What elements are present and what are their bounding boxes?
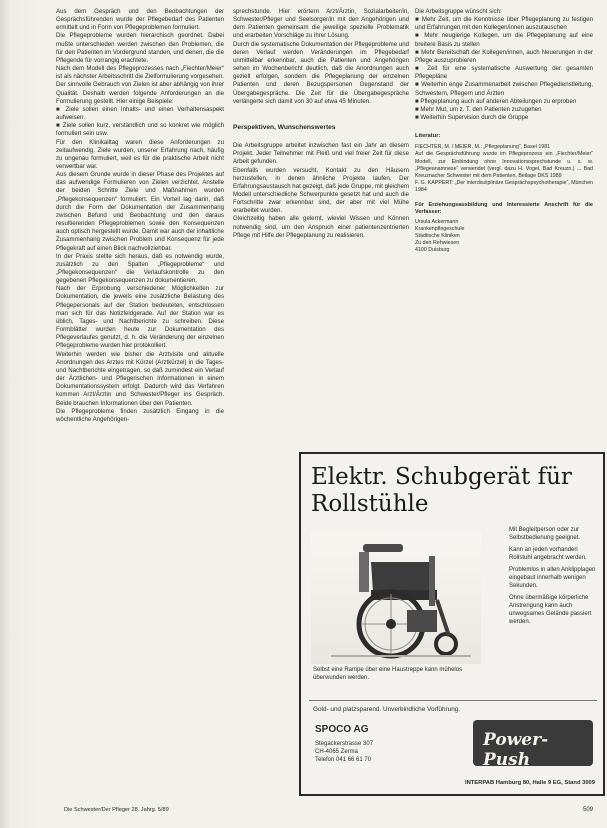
address-line: 4100 Duisburg bbox=[415, 246, 450, 253]
wishlist-item: ■ Mehr Bereitschaft der Kollegen/innen, auch Neuerungen in der Pflege auszuprobieren bbox=[415, 48, 593, 64]
literature-item: F. G. KAPPERT: „Der interdisziplinäre Gesprächspsychotherapie“, München 1984 bbox=[415, 179, 593, 193]
ad-features bbox=[509, 526, 599, 630]
paragraph: In der Praxis stellte sich heraus, daß es notwendig wurde, zusätzlich zu den Spalten „Pflegeprobleme“ und „Pflegekonsequenzen“ die Verlaufskontrolle zu den gegebenen Pflegekonsequenzen zu dokumentieren. bbox=[56, 252, 224, 285]
company-name: SPOCO AG bbox=[315, 724, 369, 735]
paragraph: Weiterhin werden wie bisher die Arztvisite und aktuelle Anordnungen des Arztes mit Kürzel (Arztkürzel) in die Tages- und Nachtberichte eingetragen, so daß zumindest ein Verlauf der Ärztlichen- und Pflegerischen Informationen in einem Dokumentationssystem erfolgt. Dadurch wird das Verfahren kommen Arzt/Ärztin und Schwester/Pfleger ins Gespräch. Beide brauchen Informationen über den Patienten. bbox=[56, 350, 224, 407]
ad-feature: Mit Begleitperson oder zur Selbstbedienung geeignet. bbox=[509, 527, 581, 541]
wishlist-intro: Die Arbeitsgruppe wünscht sich: bbox=[415, 8, 502, 15]
page-number: 509 bbox=[583, 807, 594, 813]
address-line: CH-4065 Zerma bbox=[315, 749, 359, 755]
ad-feature: Ohne übermäßige körperliche Anstrengung kann auch unwegsames Gelände passiert werden. bbox=[509, 595, 592, 625]
paragraph: Die Arbeitsgruppe arbeitet inzwischen fast ein Jahr an diesem Projekt. Jeder Teilnehmer mit Fleiß und viel freier Zeit für diese Arbeit gefunden. bbox=[233, 142, 409, 166]
fair-info: INTERPAB Hamburg 80, Halle 9 EG, Stand 3009 bbox=[464, 780, 595, 786]
column-middle bbox=[233, 8, 409, 240]
wishlist-item: ■ Weiterhin Supervision durch die Gruppe bbox=[415, 114, 529, 122]
ad-headline: Elektr. Schubgerät für Rollstühle bbox=[311, 464, 572, 517]
wishlist-item: ■ Mehr Mut, um z. T. den Patienten zuzugehen bbox=[415, 105, 542, 113]
literature-heading: Literatur: bbox=[415, 133, 441, 140]
paragraph: sprechstunde. Hier erörtern Arzt/Ärztin, Sozialarbeiter/in, Schwester/Pfleger und Seelsorger/in mit den Angehörigen und dem Patienten gemeinsam die jeweilige spezielle Problematik und erarbeiten Vorschläge zu ihrer Lösung. bbox=[233, 8, 409, 40]
wishlist-item: ■ Mehr Zeit, um die Kenntnisse über Pflegeplanung zu festigen und Erfahrungen mit den Kollegen/innen auszutauschen bbox=[415, 16, 593, 32]
literature-list bbox=[415, 144, 593, 194]
literature-item: FIECHTER, M. / MEIER, M.: „Pflegeplanung“, Basel 1981 bbox=[415, 144, 551, 151]
logo-text: Power-Push bbox=[483, 730, 549, 766]
wishlist bbox=[415, 16, 593, 122]
paragraph: Gleichzeitig haben alle gelernt, wieviel Wissen und Können notwendig sind, um den Anspruch einer patientenzentrierten Pflege mit Hilfe der Pflegeplanung zu realisieren. bbox=[233, 215, 409, 239]
ad-feature: Kann an jeden vorhanden Rollstuhl angebracht werden. bbox=[509, 547, 587, 561]
ad-note: Gold- und platzsparend. Unverbindliche Vorführung. bbox=[313, 706, 461, 713]
paragraph: Die Pflegeprobleme finden zusätzlich Eingang in die wöchentliche Angehörigen- bbox=[56, 407, 224, 423]
paragraph: ■ Ziele sollen kurz, verständlich und so konkret wie möglich formuliert sein usw. bbox=[56, 122, 224, 138]
paragraph: Nach der Erprobung verschiedener Möglichkeiten zur Dokumentation, die jeweils eine zusätzliche Belastung des Pflegepersonals auf der Station bedeuteten, entschlossen man sich für das Notizfeldgerade. Auf der Station war es üblich, Tages- und Nachtberichte zu schreiben. Diese Formblätter wurden heute zur Dokumentation des Pflegeverlaufes genutzt, d. h. die Veränderung der einzelnen Pflegeprobleme wurden hier protokolliert. bbox=[56, 285, 224, 350]
address-line: Städtische Kliniken bbox=[415, 232, 460, 239]
address-line: Stegackerstrasse 307 bbox=[315, 741, 374, 747]
wheelchair-icon bbox=[311, 532, 481, 664]
power-push-logo bbox=[473, 720, 593, 766]
author-address bbox=[415, 219, 593, 254]
paragraph: Durch die systematische Dokumentation der Pflegeprobleme und deren Verlauf werden Veränderungen im Pflegebedarf unmittelbar erkennbar, auch die Patienten und Angehörigen sehen im Wochenbericht deutlich, daß die Anordnungen auch gezielt erfolgen, sondern die Pflegeplanung der einzelnen Patienten und deren Bezugspersonen Gegenstand der Übergabegespräche. Die Zeit für die Übergabegespräche verlängerte sich damit von 30 auf etwa 45 Minuten. bbox=[233, 40, 409, 105]
journal-footer: Die Schwester/Der Pfleger 28. Jahrg. 5/89 bbox=[64, 807, 169, 813]
wishlist-item: ■ Weiterhin enge Zusammenarbeit zwischen Pflegedienstleitung, Schwestern, Pflegern und Ärzten bbox=[415, 81, 593, 97]
literature-item: Auf die Gesprächsführung wurde im Pflegeprozess ein „Fiechter/Meier“ Modell, zur Einbindung ohne Innovationssprechstunde u. s. w. „Pflegeanamnese“ verwendet (vergl. dazu H. Vogel, Bad Kreuzn.) ... Bad Kreuznacher Schwester mit dem Patienten, Beilage DKS 1989 bbox=[415, 151, 593, 179]
wishlist-item: ■ Zeit für eine systematische Auswertung der gesamten Pflegepläne bbox=[415, 65, 593, 81]
divider bbox=[309, 700, 597, 701]
paragraph: Aus diesem Grunde wurde in dieser Phase des Projektes auf das aufwendige Formulieren von Zielen verzichtet. Anstelle der beiden Schritte Ziele und Maßnahmen wurden „Pflegekonsequenzen“ formuliert. Ein Vorteil lag darin, daß durch die Form der Dokumentation der Zusammenhang zwischen Befund und Beobachtung und den daraus resultierenden Pflegeproblemen sowie den Konsequenzen auch optisch hergestellt wurde. Damit war auch der inhaltliche Zusammenhang zwischen Problem und Konsequenz für jede Pflegekraft auf einen Blick nachvollziehbar. bbox=[56, 171, 224, 252]
section-heading: Perspektiven, Wunschenswertes bbox=[233, 123, 336, 131]
advertisement bbox=[299, 452, 605, 796]
address-heading: Für Erziehungsausbildung und Interessierte Anschrift für die Verfasser: bbox=[415, 202, 593, 216]
column-right bbox=[415, 8, 593, 254]
paragraph: Ebenfalls wurden versucht, Kontakt zu den Häusern herzustellen, in denen ähnliche Projekte laufen. Der Erfahrungsaustausch hat gezeigt, daß jede Gruppe, mit gleichem Modell unterschiedliche Schwerpunkte gesetzt hat und auch die Fortschritte zwar erkennbar sind, der aber mit viel Mühe erarbeitet wurden. bbox=[233, 166, 409, 215]
paragraph: Für den Klinikalltag waren diese Anforderungen zu zeitaufwendig. Ziele wurden, unserer Erfahrung nach, häufig zu ungenau formuliert, weil es für die praktische Arbeit nicht verwertbar war. bbox=[56, 138, 224, 170]
paragraph: Aus dem Gespräch und den Beobachtungen der Gesprächsführenden wurde der Pflegebedarf des Patienten ermittelt und in Form von Pflegeproblemen formuliert. bbox=[56, 8, 224, 32]
ad-caption: Selbst eine Rampe über eine Haustreppe kann mühelos überwunden werden. bbox=[313, 667, 463, 681]
paragraph: Die Pflegeprobleme wurden hierarchisch geordnet. Dabei mußte unterschieden werden zwischen den Problemen, die für den Patienten im Vordergrund standen, und denen, die die Pflegende für vorrangig erachtete. bbox=[56, 32, 224, 64]
address-line: Ursula Ackermann bbox=[415, 218, 459, 225]
ad-feature: Problemlos in allen Anklipplagen eingebaut innerhalb wenigen Sekunden. bbox=[509, 567, 596, 589]
wishlist-item: ■ Mehr neugierige Kollegen, um die Pflegeplanung auf eine breitere Basis zu stellen bbox=[415, 32, 593, 48]
wishlist-item: ■ Pflegeplanung auch auf anderen Abteilungen zu erproben bbox=[415, 97, 577, 105]
paragraph: ■ Ziele sollen einen Inhalts- und einen Verhaltensaspekt aufweisen. bbox=[56, 105, 224, 122]
column-left bbox=[56, 8, 224, 808]
address-line: Telefon 041 66 61 70 bbox=[315, 757, 372, 763]
address-line: Krankenpflegeschule bbox=[415, 225, 465, 232]
address-line: Zu den Rehwiesen bbox=[415, 239, 460, 246]
paragraph: Nach dem Modell des Pflegeprozesses nach „Fiechter/Meier“ ist als nächster Arbeitsschritt die Zielformulierung vorgesehen. Der sinnvolle Gebrauch von Zielen ist aber abhängig von ihrer Qualität. Deshalb werden folgende Anforderungen an die Formulierung gestellt. Hier einige Beispiele: bbox=[56, 65, 224, 105]
wheelchair-photo bbox=[311, 532, 481, 664]
company-address bbox=[315, 740, 373, 764]
